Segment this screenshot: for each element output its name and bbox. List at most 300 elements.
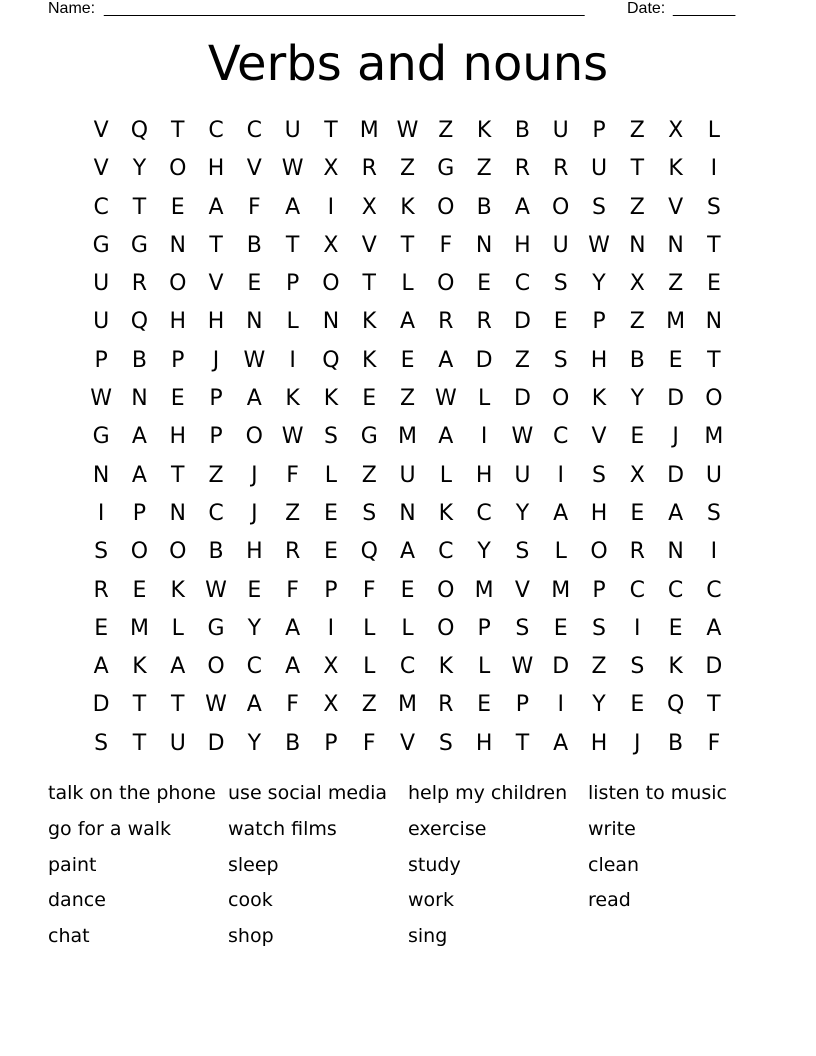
grid-letter: L bbox=[401, 615, 414, 641]
grid-letter: T bbox=[209, 232, 223, 258]
grid-letter: K bbox=[400, 194, 415, 220]
grid-letter: F bbox=[286, 462, 299, 488]
grid-letter: X bbox=[323, 232, 339, 258]
grid-letter: A bbox=[399, 309, 416, 335]
grid-letter: I bbox=[557, 692, 564, 718]
grid-letter: U bbox=[552, 232, 569, 258]
grid-letter: W bbox=[588, 232, 610, 258]
grid-letter: Z bbox=[208, 462, 224, 488]
grid-letter: H bbox=[169, 424, 187, 450]
grid-letter: C bbox=[514, 271, 531, 297]
grid-letter: H bbox=[590, 730, 608, 756]
grid-letter: L bbox=[324, 462, 338, 488]
grid-letter: I bbox=[710, 539, 718, 565]
grid-letter: P bbox=[171, 347, 185, 373]
grid-letter: D bbox=[92, 692, 110, 718]
grid-letter: Y bbox=[132, 156, 147, 182]
grid-letter: J bbox=[212, 347, 220, 373]
grid-letter: V bbox=[361, 232, 377, 258]
grid-letter: P bbox=[592, 309, 606, 335]
grid-letter: D bbox=[475, 347, 493, 373]
grid-letter: N bbox=[131, 386, 148, 412]
grid-letter: H bbox=[207, 156, 225, 182]
grid-letter: N bbox=[705, 309, 723, 335]
grid-letter: C bbox=[706, 577, 722, 603]
grid-letter: A bbox=[170, 654, 186, 680]
grid-letter: K bbox=[170, 577, 185, 603]
grid-letter: H bbox=[475, 462, 493, 488]
grid-letter: Z bbox=[629, 118, 645, 143]
grid-letter: S bbox=[553, 271, 568, 297]
grid-letter: A bbox=[285, 654, 301, 680]
grid-letter: A bbox=[285, 615, 301, 641]
grid-letter: U bbox=[169, 730, 186, 756]
grid-letter: K bbox=[438, 654, 454, 680]
grid-letter: B bbox=[668, 730, 684, 756]
grid-letter: R bbox=[629, 539, 645, 565]
grid-letter: P bbox=[209, 424, 223, 450]
grid-letter: R bbox=[476, 309, 492, 335]
grid-letter: T bbox=[132, 730, 147, 756]
grid-letter: A bbox=[208, 194, 224, 220]
grid-letter: D bbox=[667, 462, 685, 488]
grid-letter: J bbox=[672, 424, 679, 450]
word-list-item: read bbox=[588, 889, 631, 912]
word-list-item: sing bbox=[408, 925, 448, 948]
grid-letter: P bbox=[94, 347, 108, 373]
grid-letter: Y bbox=[630, 386, 645, 412]
grid-letter: V bbox=[208, 271, 224, 297]
grid-letter: A bbox=[246, 386, 262, 412]
grid-letter: D bbox=[552, 654, 570, 680]
grid-letter: E bbox=[668, 347, 683, 373]
page-title: Verbs and nouns bbox=[207, 36, 609, 92]
grid-letter: Q bbox=[322, 347, 340, 373]
grid-letter: Z bbox=[285, 500, 301, 526]
grid-letter: S bbox=[323, 424, 338, 450]
grid-letter: S bbox=[592, 615, 606, 641]
grid-letter: H bbox=[207, 309, 225, 335]
grid-letter: O bbox=[322, 271, 340, 297]
grid-letter: B bbox=[131, 347, 147, 373]
grid-letter: N bbox=[246, 309, 263, 335]
grid-letter: I bbox=[327, 615, 335, 641]
grid-letter: B bbox=[514, 118, 530, 143]
name-label: Name: bbox=[48, 0, 96, 17]
grid-letter: H bbox=[169, 309, 187, 335]
grid-letter: O bbox=[207, 654, 225, 680]
grid-letter: E bbox=[170, 386, 185, 412]
grid-letter: L bbox=[439, 462, 452, 488]
grid-letter: E bbox=[668, 615, 683, 641]
grid-letter: F bbox=[439, 232, 453, 258]
grid-letter: T bbox=[171, 118, 185, 143]
grid-letter: P bbox=[324, 730, 338, 756]
grid-letter: M bbox=[474, 577, 494, 603]
grid-letter: E bbox=[400, 577, 415, 603]
grid-letter: H bbox=[590, 500, 608, 526]
grid-letter: S bbox=[515, 615, 530, 641]
grid-letter: E bbox=[477, 271, 492, 297]
grid-letter: A bbox=[553, 730, 569, 756]
grid-letter: P bbox=[285, 271, 300, 297]
grid-letter: A bbox=[438, 347, 454, 373]
grid-letter: C bbox=[93, 194, 109, 220]
grid-letter: I bbox=[480, 424, 488, 450]
grid-letter: B bbox=[246, 232, 262, 258]
grid-letter: T bbox=[362, 271, 376, 297]
grid-letter: O bbox=[590, 539, 608, 565]
grid-letter: D bbox=[705, 654, 723, 680]
grid-letter: N bbox=[169, 500, 186, 526]
grid-letter: L bbox=[707, 118, 721, 143]
grid-letter: C bbox=[553, 424, 569, 450]
grid-letter: B bbox=[476, 194, 492, 220]
word-list-item: write bbox=[588, 817, 636, 840]
grid-letter: H bbox=[246, 539, 263, 565]
word-list-item: listen to music bbox=[588, 782, 727, 804]
grid-letter: A bbox=[706, 615, 722, 641]
grid-letter: L bbox=[363, 615, 376, 641]
grid-letter: I bbox=[710, 156, 718, 182]
grid-letter: A bbox=[438, 424, 454, 450]
word-list-item: work bbox=[408, 889, 454, 912]
word-list-item: watch films bbox=[228, 817, 337, 840]
grid-letter: S bbox=[706, 194, 721, 220]
grid-letter: K bbox=[323, 386, 339, 412]
grid-letter: J bbox=[251, 500, 258, 526]
grid-letter: E bbox=[477, 692, 492, 718]
grid-letter: S bbox=[94, 730, 109, 756]
grid-letter: V bbox=[93, 156, 109, 182]
grid-letter: W bbox=[511, 654, 534, 680]
grid-letter: R bbox=[361, 156, 377, 182]
grid-letter: T bbox=[707, 347, 721, 373]
grid-letter: Z bbox=[476, 156, 492, 182]
grid-letter: U bbox=[93, 271, 110, 297]
grid-letter: G bbox=[360, 424, 378, 450]
grid-letter: J bbox=[634, 730, 641, 756]
grid-letter: X bbox=[323, 654, 339, 680]
grid-letter: A bbox=[399, 539, 416, 565]
grid-letter: D bbox=[513, 386, 531, 412]
grid-letter: T bbox=[324, 118, 338, 143]
grid-letter: Z bbox=[591, 654, 607, 680]
grid-letter: W bbox=[281, 424, 304, 450]
word-list-item: help my children bbox=[408, 782, 568, 804]
grid-letter: V bbox=[399, 730, 416, 756]
grid-letter: K bbox=[476, 118, 492, 143]
grid-letter: Q bbox=[666, 692, 685, 718]
grid-letter: Y bbox=[247, 730, 262, 756]
grid-letter: G bbox=[92, 232, 110, 258]
grid-letter: K bbox=[668, 156, 683, 182]
grid-letter: E bbox=[630, 692, 645, 718]
grid-letter: R bbox=[438, 309, 454, 335]
grid-letter: P bbox=[515, 692, 530, 718]
grid-letter: Y bbox=[515, 500, 530, 526]
grid-letter: N bbox=[169, 232, 186, 258]
grid-letter: T bbox=[132, 194, 147, 220]
grid-letter: Z bbox=[514, 347, 530, 373]
grid-letter: U bbox=[93, 309, 110, 335]
grid-letter: R bbox=[553, 156, 569, 182]
grid-letter: W bbox=[243, 347, 266, 373]
word-list-item: sleep bbox=[228, 853, 279, 876]
grid-letter: M bbox=[398, 424, 418, 450]
grid-letter: W bbox=[281, 156, 304, 182]
grid-letter: V bbox=[668, 194, 684, 220]
grid-letter: V bbox=[93, 118, 109, 143]
grid-letter: Y bbox=[477, 539, 491, 565]
grid-letter: N bbox=[92, 462, 110, 488]
grid-letter: T bbox=[707, 692, 721, 718]
grid-letter: N bbox=[667, 539, 684, 565]
grid-letter: N bbox=[475, 232, 493, 258]
grid-letter: O bbox=[130, 539, 149, 565]
grid-letter: A bbox=[93, 654, 109, 680]
date-label: Date: bbox=[627, 0, 666, 17]
grid-letter: R bbox=[514, 156, 531, 182]
grid-letter: E bbox=[706, 271, 721, 297]
word-list-item: talk on the phone bbox=[48, 782, 216, 804]
grid-letter: I bbox=[557, 462, 564, 488]
grid-letter: M bbox=[666, 309, 686, 335]
grid-letter: I bbox=[327, 194, 335, 220]
grid-letter: F bbox=[362, 730, 376, 756]
grid-letter: K bbox=[132, 654, 147, 680]
grid-letter: M bbox=[704, 424, 724, 450]
grid-letter: Q bbox=[130, 118, 149, 143]
grid-letter: X bbox=[323, 692, 339, 718]
grid-letter: Z bbox=[361, 692, 377, 718]
word-list-item: exercise bbox=[408, 817, 487, 840]
grid-letter: R bbox=[284, 539, 301, 565]
grid-letter: U bbox=[284, 118, 301, 143]
grid-letter: W bbox=[511, 424, 534, 450]
grid-letter: Z bbox=[399, 386, 416, 412]
grid-letter: C bbox=[476, 500, 492, 526]
grid-letter: O bbox=[705, 386, 723, 412]
grid-letter: J bbox=[251, 462, 258, 488]
grid-letter: U bbox=[514, 462, 531, 488]
grid-letter: A bbox=[285, 194, 301, 220]
grid-letter: S bbox=[515, 539, 530, 565]
word-list-item: clean bbox=[588, 853, 640, 876]
grid-letter: Z bbox=[438, 118, 454, 143]
grid-letter: O bbox=[552, 194, 570, 220]
grid-letter: L bbox=[477, 386, 491, 412]
grid-letter: S bbox=[592, 194, 606, 220]
grid-letter: B bbox=[285, 730, 301, 756]
grid-letter: N bbox=[399, 500, 416, 526]
word-list-item: paint bbox=[48, 853, 97, 876]
grid-letter: Z bbox=[361, 462, 377, 488]
grid-letter: P bbox=[477, 615, 491, 641]
letter-grid bbox=[82, 112, 733, 763]
grid-letter: S bbox=[94, 539, 109, 565]
grid-letter: T bbox=[515, 730, 530, 756]
grid-letter: L bbox=[171, 615, 184, 641]
grid-letter: T bbox=[285, 232, 300, 258]
grid-letter: A bbox=[246, 692, 262, 718]
grid-letter: P bbox=[592, 577, 606, 603]
grid-letter: E bbox=[170, 194, 185, 220]
grid-letter: X bbox=[668, 118, 684, 143]
grid-letter: L bbox=[363, 654, 376, 680]
grid-letter: K bbox=[668, 654, 683, 680]
grid-letter: S bbox=[362, 500, 377, 526]
grid-letter: L bbox=[477, 654, 491, 680]
grid-letter: X bbox=[629, 271, 645, 297]
grid-letter: Y bbox=[592, 271, 606, 297]
grid-letter: O bbox=[169, 271, 187, 297]
grid-letter: O bbox=[437, 194, 455, 220]
grid-letter: F bbox=[707, 730, 721, 756]
grid-letter: F bbox=[286, 577, 299, 603]
grid-letter: U bbox=[552, 118, 569, 143]
date-blank-line: _______ bbox=[673, 0, 736, 17]
grid-letter: S bbox=[706, 500, 721, 526]
grid-letter: I bbox=[634, 615, 641, 641]
grid-letter: E bbox=[323, 500, 338, 526]
grid-letter: T bbox=[630, 156, 645, 182]
grid-letter: G bbox=[92, 424, 110, 450]
grid-letter: C bbox=[629, 577, 645, 603]
grid-letter: O bbox=[169, 539, 187, 565]
grid-letter: V bbox=[514, 577, 530, 603]
grid-letter: E bbox=[362, 386, 377, 412]
grid-letter: T bbox=[171, 692, 185, 718]
grid-letter: E bbox=[630, 424, 645, 450]
word-list-item: shop bbox=[228, 925, 274, 948]
grid-letter: H bbox=[590, 347, 608, 373]
grid-letter: C bbox=[438, 539, 454, 565]
grid-letter: E bbox=[323, 539, 338, 565]
grid-letter: A bbox=[131, 424, 147, 450]
grid-letter: Z bbox=[629, 194, 645, 220]
grid-letter: E bbox=[132, 577, 147, 603]
grid-letter: E bbox=[247, 271, 262, 297]
grid-letter: O bbox=[169, 156, 187, 182]
grid-letter: E bbox=[247, 577, 262, 603]
grid-letter: K bbox=[438, 500, 454, 526]
grid-letter: P bbox=[132, 500, 147, 526]
grid-letter: E bbox=[553, 615, 568, 641]
word-list-item: go for a walk bbox=[48, 817, 172, 840]
grid-letter: C bbox=[399, 654, 416, 680]
grid-letter: T bbox=[707, 232, 721, 258]
grid-letter: Q bbox=[130, 309, 149, 335]
grid-letter: O bbox=[437, 271, 455, 297]
grid-letter: T bbox=[171, 462, 185, 488]
grid-letter: I bbox=[289, 347, 296, 373]
grid-letter: K bbox=[591, 386, 607, 412]
grid-letter: V bbox=[246, 156, 262, 182]
grid-letter: O bbox=[437, 615, 455, 641]
grid-letter: M bbox=[398, 692, 418, 718]
grid-letter: L bbox=[401, 271, 414, 297]
grid-letter: A bbox=[514, 194, 530, 220]
grid-letter: S bbox=[630, 654, 645, 680]
grid-letter: K bbox=[362, 347, 377, 373]
grid-letter: A bbox=[131, 462, 147, 488]
grid-letter: K bbox=[285, 386, 300, 412]
grid-letter: D bbox=[513, 309, 531, 335]
grid-letter: L bbox=[554, 539, 567, 565]
grid-letter: Z bbox=[629, 309, 645, 335]
worksheet-header bbox=[48, 0, 748, 20]
grid-letter: V bbox=[591, 424, 607, 450]
grid-letter: N bbox=[667, 232, 684, 258]
grid-letter: Y bbox=[592, 692, 606, 718]
grid-letter: X bbox=[361, 194, 377, 220]
grid-letter: I bbox=[97, 500, 105, 526]
grid-letter: O bbox=[437, 577, 455, 603]
grid-letter: M bbox=[551, 577, 571, 603]
grid-letter: G bbox=[207, 615, 225, 641]
grid-letter: W bbox=[434, 386, 457, 412]
grid-letter: O bbox=[245, 424, 263, 450]
grid-letter: U bbox=[705, 462, 722, 488]
grid-letter: R bbox=[93, 577, 109, 603]
name-blank-line: ______________________________________________________ bbox=[104, 0, 585, 17]
grid-letter: C bbox=[246, 654, 263, 680]
grid-letter: N bbox=[629, 232, 646, 258]
grid-letter: S bbox=[553, 347, 568, 373]
grid-letter: H bbox=[514, 232, 531, 258]
grid-letter: T bbox=[400, 232, 415, 258]
grid-letter: B bbox=[208, 539, 224, 565]
grid-letter: P bbox=[592, 118, 606, 143]
grid-letter: T bbox=[132, 692, 147, 718]
grid-letter: F bbox=[286, 692, 299, 718]
word-list-item: study bbox=[408, 853, 461, 876]
grid-letter: L bbox=[286, 309, 299, 335]
grid-letter: M bbox=[359, 118, 379, 143]
word-list-item: use social media bbox=[228, 782, 388, 804]
word-list bbox=[48, 779, 768, 958]
grid-letter: O bbox=[552, 386, 570, 412]
grid-letter: Z bbox=[399, 156, 416, 182]
grid-letter: S bbox=[592, 462, 606, 488]
grid-letter: W bbox=[205, 692, 227, 718]
grid-letter: Q bbox=[360, 539, 378, 565]
grid-letter: R bbox=[131, 271, 148, 297]
word-list-item: cook bbox=[228, 889, 273, 912]
grid-letter: A bbox=[553, 500, 569, 526]
grid-letter: B bbox=[629, 347, 645, 373]
grid-letter: P bbox=[324, 577, 338, 603]
grid-letter: D bbox=[207, 730, 225, 756]
word-list-item: chat bbox=[48, 925, 90, 948]
grid-letter: U bbox=[590, 156, 608, 182]
grid-letter: H bbox=[475, 730, 493, 756]
grid-letter: E bbox=[94, 615, 109, 641]
grid-letter: G bbox=[130, 232, 148, 258]
grid-letter: E bbox=[553, 309, 568, 335]
grid-letter: U bbox=[399, 462, 416, 488]
grid-letter: P bbox=[209, 386, 223, 412]
grid-letter: W bbox=[205, 577, 227, 603]
grid-letter: G bbox=[437, 156, 455, 182]
grid-letter: E bbox=[630, 500, 645, 526]
grid-letter: R bbox=[438, 692, 454, 718]
grid-letter: C bbox=[246, 118, 263, 143]
grid-letter: X bbox=[629, 462, 645, 488]
grid-letter: C bbox=[667, 577, 684, 603]
grid-letter: F bbox=[248, 194, 261, 220]
